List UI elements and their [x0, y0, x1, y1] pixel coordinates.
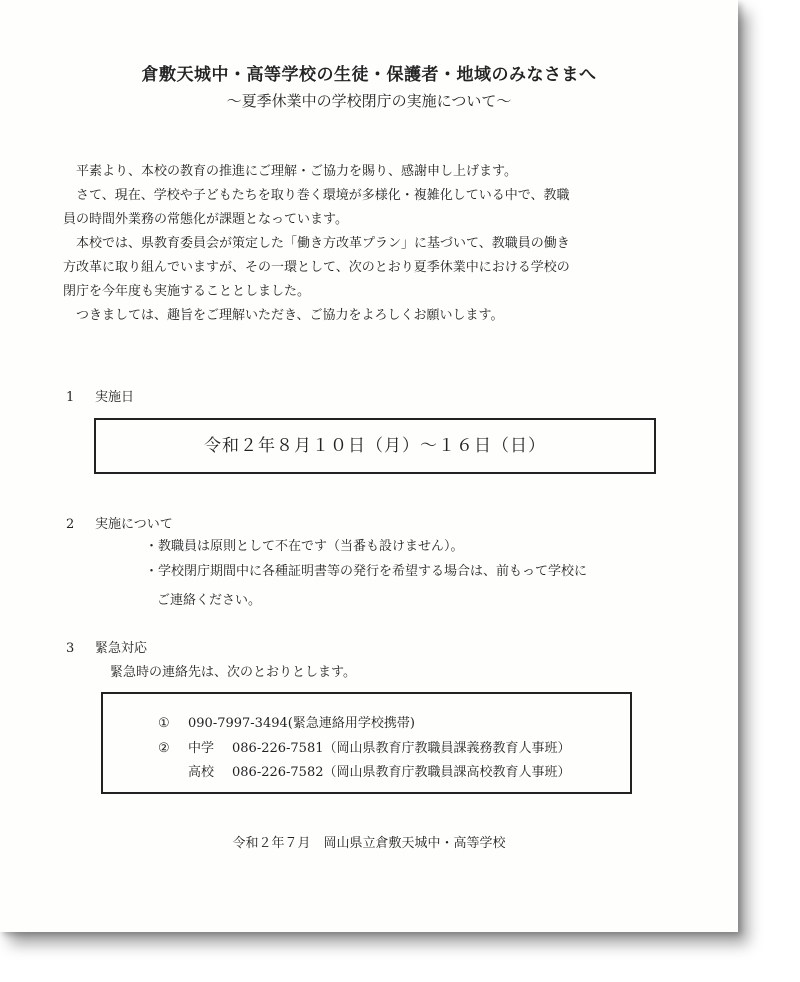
- notice-subtitle: 〜夏季休業中の学校閉庁の実施について〜: [226, 92, 512, 110]
- section-title: 実施日: [95, 390, 135, 405]
- contact-text: 086-226-7581（岡山県教育庁教職員課義務教育人事班）: [232, 741, 571, 756]
- contact-mark: ②: [158, 741, 170, 756]
- contact-label: 中学: [188, 741, 215, 756]
- bullet-continuation: ご連絡ください。: [157, 593, 262, 608]
- section-2-heading: [66, 513, 173, 532]
- notice-title: 倉敷天城中・高等学校の生徒・保護者・地域のみなさまへ: [141, 65, 597, 85]
- intro-line: 員の時間外業務の常態化が課題となっています。: [63, 212, 348, 227]
- section-number: 1: [66, 390, 75, 405]
- implementation-date-box: [94, 418, 656, 474]
- intro-line: 閉庁を今年度も実施することとしました。: [63, 284, 311, 299]
- implementation-date: 令和２年８月１０日（月）〜１６日（日）: [204, 436, 546, 456]
- intro-line: 方改革に取り組んでいますが、その一環として、次のとおり夏季休業中における学校の: [63, 260, 570, 275]
- intro-line: 平素より、本校の教育の推進にご理解・ご協力を賜り、感謝申し上げます。: [63, 164, 517, 179]
- emergency-contact-box: [101, 692, 632, 794]
- contact-text: 086-226-7582（岡山県教育庁教職員課高校教育人事班）: [232, 765, 571, 780]
- intro-paragraph: [63, 160, 693, 328]
- contact-row: [158, 737, 571, 756]
- emergency-lead: 緊急時の連絡先は、次のとおりとします。: [110, 665, 356, 680]
- intro-line: さて、現在、学校や子どもたちを取り巻く環境が多様化・複雑化している中で、教職: [63, 188, 570, 203]
- notice-footer: 令和２年７月 岡山県立倉敷天城中・高等学校: [232, 836, 506, 851]
- contact-text: 090-7997-3494(緊急連絡用学校携帯): [188, 716, 415, 731]
- section-number: 3: [66, 641, 75, 656]
- section-number: 2: [66, 517, 75, 532]
- section-title: 実施について: [95, 517, 173, 532]
- contact-row: [158, 712, 415, 731]
- bullet-item: ・学校閉庁期間中に各種証明書等の発行を希望する場合は、前もって学校に: [145, 564, 588, 579]
- section-1-heading: [66, 386, 134, 405]
- intro-line: 本校では、県教育委員会が策定した「働き方改革プラン」に基づいて、教職員の働き: [63, 236, 570, 251]
- contact-mark: ①: [158, 716, 170, 731]
- intro-line: つきましては、趣旨をご理解いただき、ご協力をよろしくお願いします。: [63, 308, 504, 323]
- contact-label: 高校: [188, 765, 215, 780]
- section-3-heading: [66, 637, 147, 656]
- contact-row: [158, 761, 571, 780]
- bullet-item: ・教職員は原則として不在です（当番も設けません）。: [145, 539, 464, 554]
- section-title: 緊急対応: [95, 641, 148, 656]
